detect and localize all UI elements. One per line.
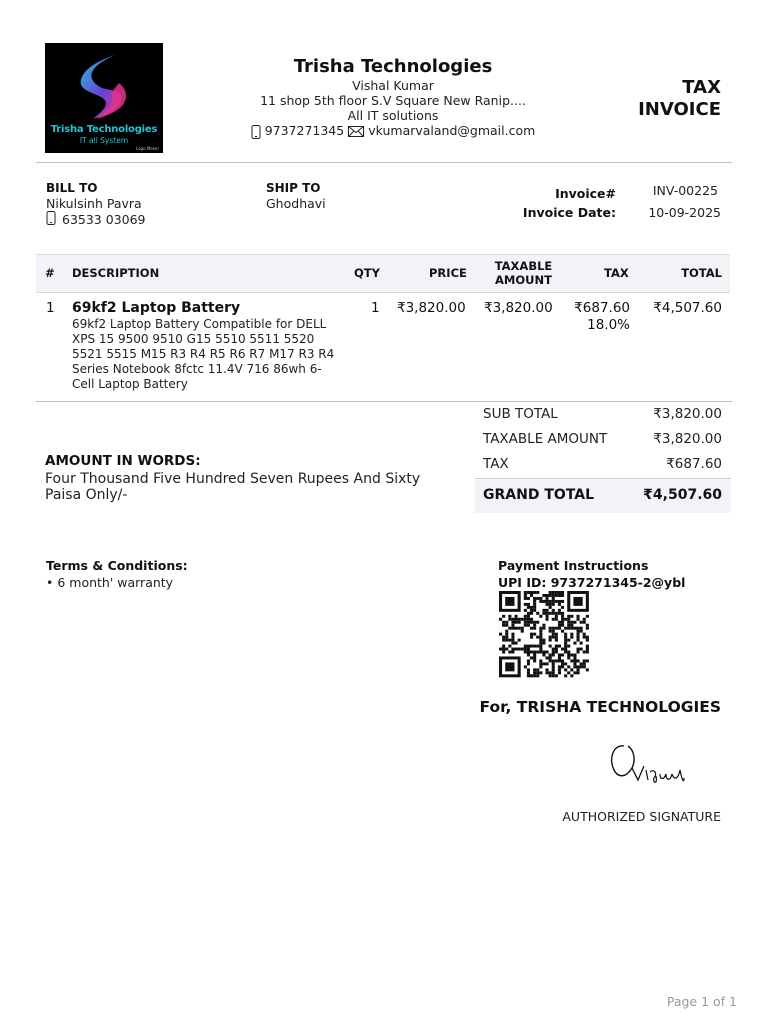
document-title xyxy=(601,77,721,121)
signature-for: For, TRISHA TECHNOLOGIES xyxy=(479,698,721,716)
grand-total-label: GRAND TOTAL xyxy=(483,487,594,503)
table-divider xyxy=(36,401,732,402)
bill-to-phone-row xyxy=(46,211,146,228)
tax-value: ₹687.60 xyxy=(666,456,722,472)
item-taxable: ₹3,820.00 xyxy=(484,300,553,316)
table-header xyxy=(36,254,730,293)
item-tax-rate: 18.0% xyxy=(587,317,630,333)
col-header-taxable-line2: AMOUNT xyxy=(495,273,552,287)
company-person: Vishal Kumar xyxy=(352,78,434,93)
item-total: ₹4,507.60 xyxy=(653,300,722,316)
header-divider xyxy=(36,162,732,163)
signature-mark xyxy=(606,740,690,796)
item-qty: 1 xyxy=(371,300,380,316)
item-description: 69kf2 Laptop Battery Compatible for DELL XPS 15 9500 9510 G15 5510 5511 5520 5521 5515 M15 R3 R4 R5 R6 R7 M17 R3 R4 Series Notebook 8fctc 11.4V 716 86wh 6-Cell Laptop Battery xyxy=(72,317,335,391)
item-title: 69kf2 Laptop Battery xyxy=(72,300,241,316)
item-price: ₹3,820.00 xyxy=(397,300,466,316)
company-email: vkumarvaland@gmail.com xyxy=(368,123,536,139)
company-address: 11 shop 5th floor S.V Square New Ranip.... xyxy=(260,93,526,108)
col-header-taxable-line1: TAXABLE xyxy=(494,259,553,273)
bill-to-phone: 63533 03069 xyxy=(62,212,146,227)
company-info xyxy=(220,56,566,139)
document-title-line1: TAX xyxy=(682,77,721,98)
ship-to-name: Ghodhavi xyxy=(266,196,326,211)
mail-icon xyxy=(348,123,364,138)
col-header-qty: QTY xyxy=(354,266,380,280)
invoice-date-label: Invoice Date: xyxy=(522,205,616,220)
page-number: Page 1 of 1 xyxy=(666,994,737,1009)
logo-maker-text: Logo Maker xyxy=(135,146,159,151)
sub-total-label: SUB TOTAL xyxy=(483,406,558,422)
company-name: Trisha Technologies xyxy=(293,56,493,77)
col-header-num: # xyxy=(45,266,55,280)
logo-tagline: IT all System xyxy=(79,136,129,145)
taxable-amount-value: ₹3,820.00 xyxy=(653,431,722,447)
col-header-description: DESCRIPTION xyxy=(72,266,160,280)
ship-to-label: SHIP TO xyxy=(266,181,321,195)
document-title-line2: INVOICE xyxy=(638,99,721,120)
sub-total-value: ₹3,820.00 xyxy=(653,406,722,422)
col-header-taxable xyxy=(486,259,561,287)
bill-to-label: BILL TO xyxy=(46,181,98,195)
logo-text: Trisha Technologies xyxy=(50,124,158,135)
payment-label: Payment Instructions xyxy=(498,558,649,573)
amount-words-label: AMOUNT IN WORDS: xyxy=(45,453,201,469)
terms-label: Terms & Conditions: xyxy=(46,558,188,573)
grand-total-value: ₹4,507.60 xyxy=(643,487,722,503)
col-header-tax: TAX xyxy=(604,266,629,280)
col-header-price: PRICE xyxy=(429,266,467,280)
row-num: 1 xyxy=(46,300,55,316)
item-tax: ₹687.60 xyxy=(574,300,630,316)
invoice-date: 10-09-2025 xyxy=(648,205,721,220)
qr-code-icon xyxy=(499,591,592,680)
phone-icon xyxy=(251,123,261,139)
amount-words-text: Four Thousand Five Hundred Seven Rupees And Sixty Paisa Only/- xyxy=(45,471,421,503)
company-logo xyxy=(45,43,163,153)
company-phone: 9737271345 xyxy=(264,123,345,139)
company-contact xyxy=(220,123,566,139)
authorized-signature-label: AUTHORIZED SIGNATURE xyxy=(562,809,721,824)
tax-label: TAX xyxy=(483,456,509,472)
upi-qr-code xyxy=(499,591,592,684)
company-tagline: All IT solutions xyxy=(347,108,439,123)
invoice-number-label: Invoice# xyxy=(555,186,616,201)
phone-icon xyxy=(46,211,56,228)
terms-item: • 6 month' warranty xyxy=(46,575,174,590)
col-header-total: TOTAL xyxy=(681,266,722,280)
taxable-amount-label: TAXABLE AMOUNT xyxy=(483,431,608,447)
handwritten-signature-icon xyxy=(606,740,690,792)
bill-to-name: Nikulsinh Pavra xyxy=(46,196,142,211)
upi-id: UPI ID: 9737271345-2@ybl xyxy=(498,575,686,590)
invoice-number: INV-00225 xyxy=(652,183,718,198)
